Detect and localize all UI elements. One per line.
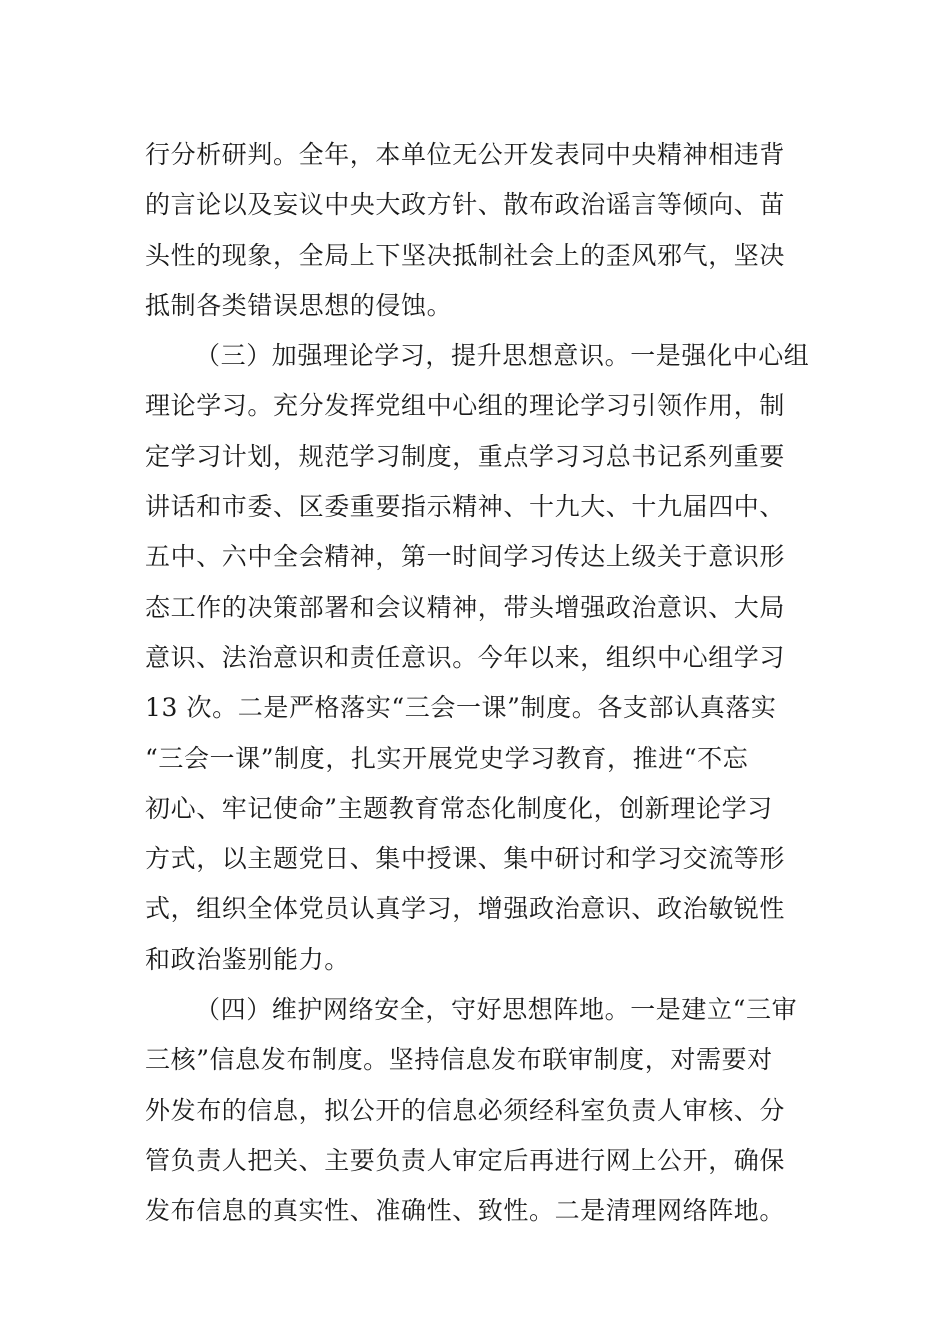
text-line: 理论学习。充分发挥党组中心组的理论学习引领作用，制 — [145, 391, 786, 421]
text-line: 头性的现象，全局上下坚决抵制社会上的歪风邪气，坚决 — [145, 240, 786, 270]
text-line: 13 次。二是严格落实“三会一课”制度。各支部认真落实 — [145, 693, 777, 723]
text-line: 和政治鉴别能力。 — [145, 944, 350, 974]
document-body — [145, 130, 810, 1237]
text-line: 式，组织全体党员认真学习，增强政治意识、政治敏锐性 — [145, 894, 786, 924]
text-line: 发布信息的真实性、准确性、致性。二是清理网络阵地。 — [145, 1196, 786, 1226]
section-heading-line: （四）维护网络安全，守好思想阵地。一是建立“三审 — [195, 995, 798, 1025]
text-line: 意识、法治意识和责任意识。今年以来，组织中心组学习 — [145, 642, 786, 672]
text-line: 管负责人把关、主要负责人审定后再进行网上公开，确保 — [145, 1145, 786, 1175]
section-heading-line: （三）加强理论学习，提升思想意识。一是强化中心组 — [195, 341, 810, 371]
text-line: 外发布的信息，拟公开的信息必须经科室负责人审核、分 — [145, 1095, 786, 1125]
text-line: 态工作的决策部署和会议精神，带头增强政治意识、大局 — [145, 592, 786, 622]
text-line: 定学习计划，规范学习制度，重点学习习总书记系列重要 — [145, 441, 786, 471]
text-line: 五中、六中全会精神，第一时间学习传达上级关于意识形 — [145, 542, 786, 572]
text-line: 方式，以主题党日、集中授课、集中研讨和学习交流等形 — [145, 844, 786, 874]
text-line: 三核”信息发布制度。坚持信息发布联审制度，对需要对 — [145, 1045, 773, 1075]
text-line: 的言论以及妄议中央大政方针、散布政治谣言等倾向、苗 — [145, 190, 786, 220]
text-line: 讲话和市委、区委重要指示精神、十九大、十九届四中、 — [145, 492, 786, 522]
text-line: “三会一课”制度，扎实开展党史学习教育，推进“不忘 — [145, 743, 749, 773]
text-line: 初心、牢记使命”主题教育常态化制度化，创新理论学习 — [145, 793, 773, 823]
text-line: 抵制各类错误思想的侵蚀。 — [145, 290, 453, 320]
text-line: 行分析研判。全年，本单位无公开发表同中央精神相违背 — [145, 140, 786, 169]
